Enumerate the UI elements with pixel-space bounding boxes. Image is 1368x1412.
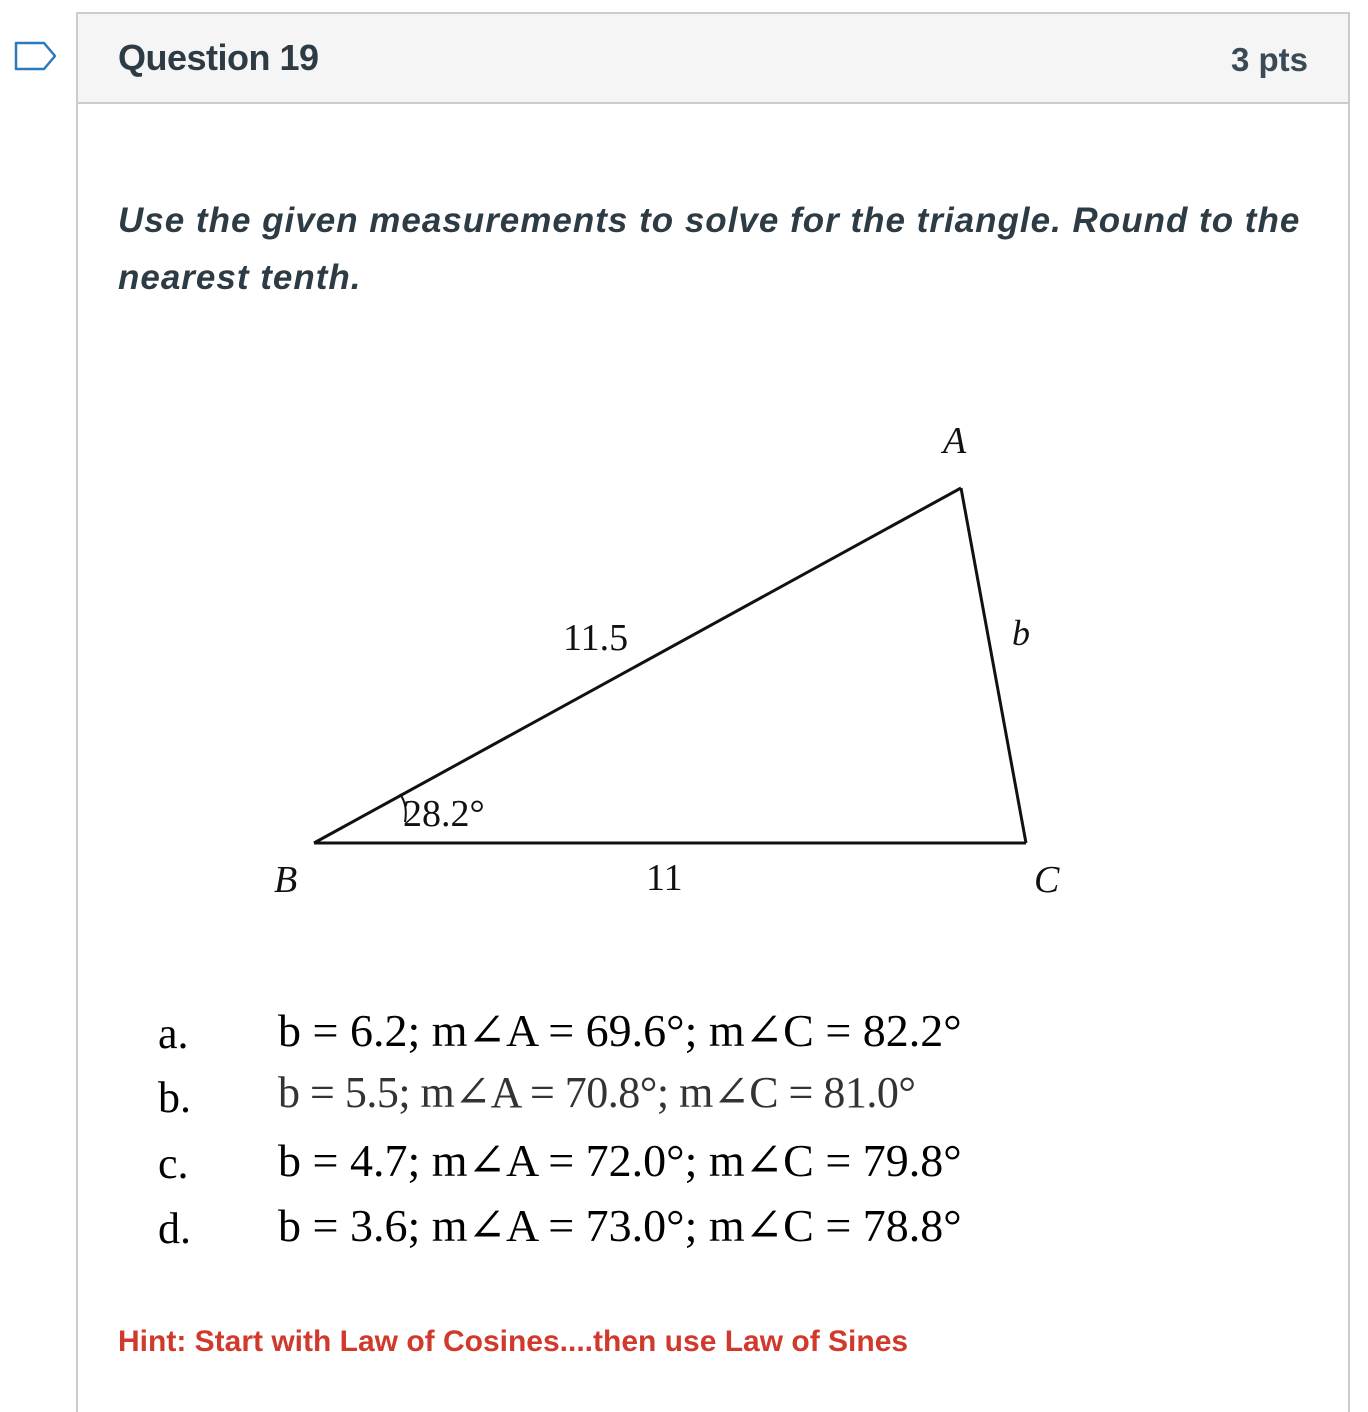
question-header — [78, 14, 1348, 104]
choice-d-text[interactable]: b = 3.6; m∠A = 73.0°; m∠C = 78.8° — [278, 1200, 962, 1251]
choice-a-text[interactable]: b = 6.2; m∠A = 69.6°; m∠C = 82.2° — [278, 1005, 962, 1056]
choice-b-letter: b. — [158, 1073, 191, 1122]
choice-b-text[interactable]: b = 5.5; m∠A = 70.8°; m∠C = 81.0° — [278, 1068, 916, 1117]
side-bc-label: 11 — [646, 857, 683, 899]
choice-c-text[interactable]: b = 4.7; m∠A = 72.0°; m∠C = 79.8° — [278, 1135, 962, 1186]
side-ab-label: 11.5 — [563, 617, 629, 659]
flag-question-icon[interactable] — [14, 40, 58, 72]
side-ac-label: b — [1012, 613, 1030, 653]
vertex-b-label: B — [274, 859, 298, 901]
question-points: 3 pts — [1230, 41, 1308, 78]
angle-b-label: 28.2° — [403, 793, 485, 835]
question-title: Question 19 — [118, 37, 319, 78]
vertex-c-label: C — [1034, 859, 1060, 901]
choice-d-letter: d. — [158, 1204, 191, 1253]
hint-text: Hint: Start with Law of Cosines....then use Law of Sines — [118, 1325, 909, 1358]
choice-c-letter: c. — [158, 1139, 189, 1188]
vertex-a-label: A — [943, 420, 967, 462]
choice-a-letter: a. — [158, 1009, 189, 1058]
question-card — [76, 12, 1350, 1412]
question-prompt: Use the given measurements to solve for the triangle. Round to the nearest tenth. — [118, 201, 1301, 297]
